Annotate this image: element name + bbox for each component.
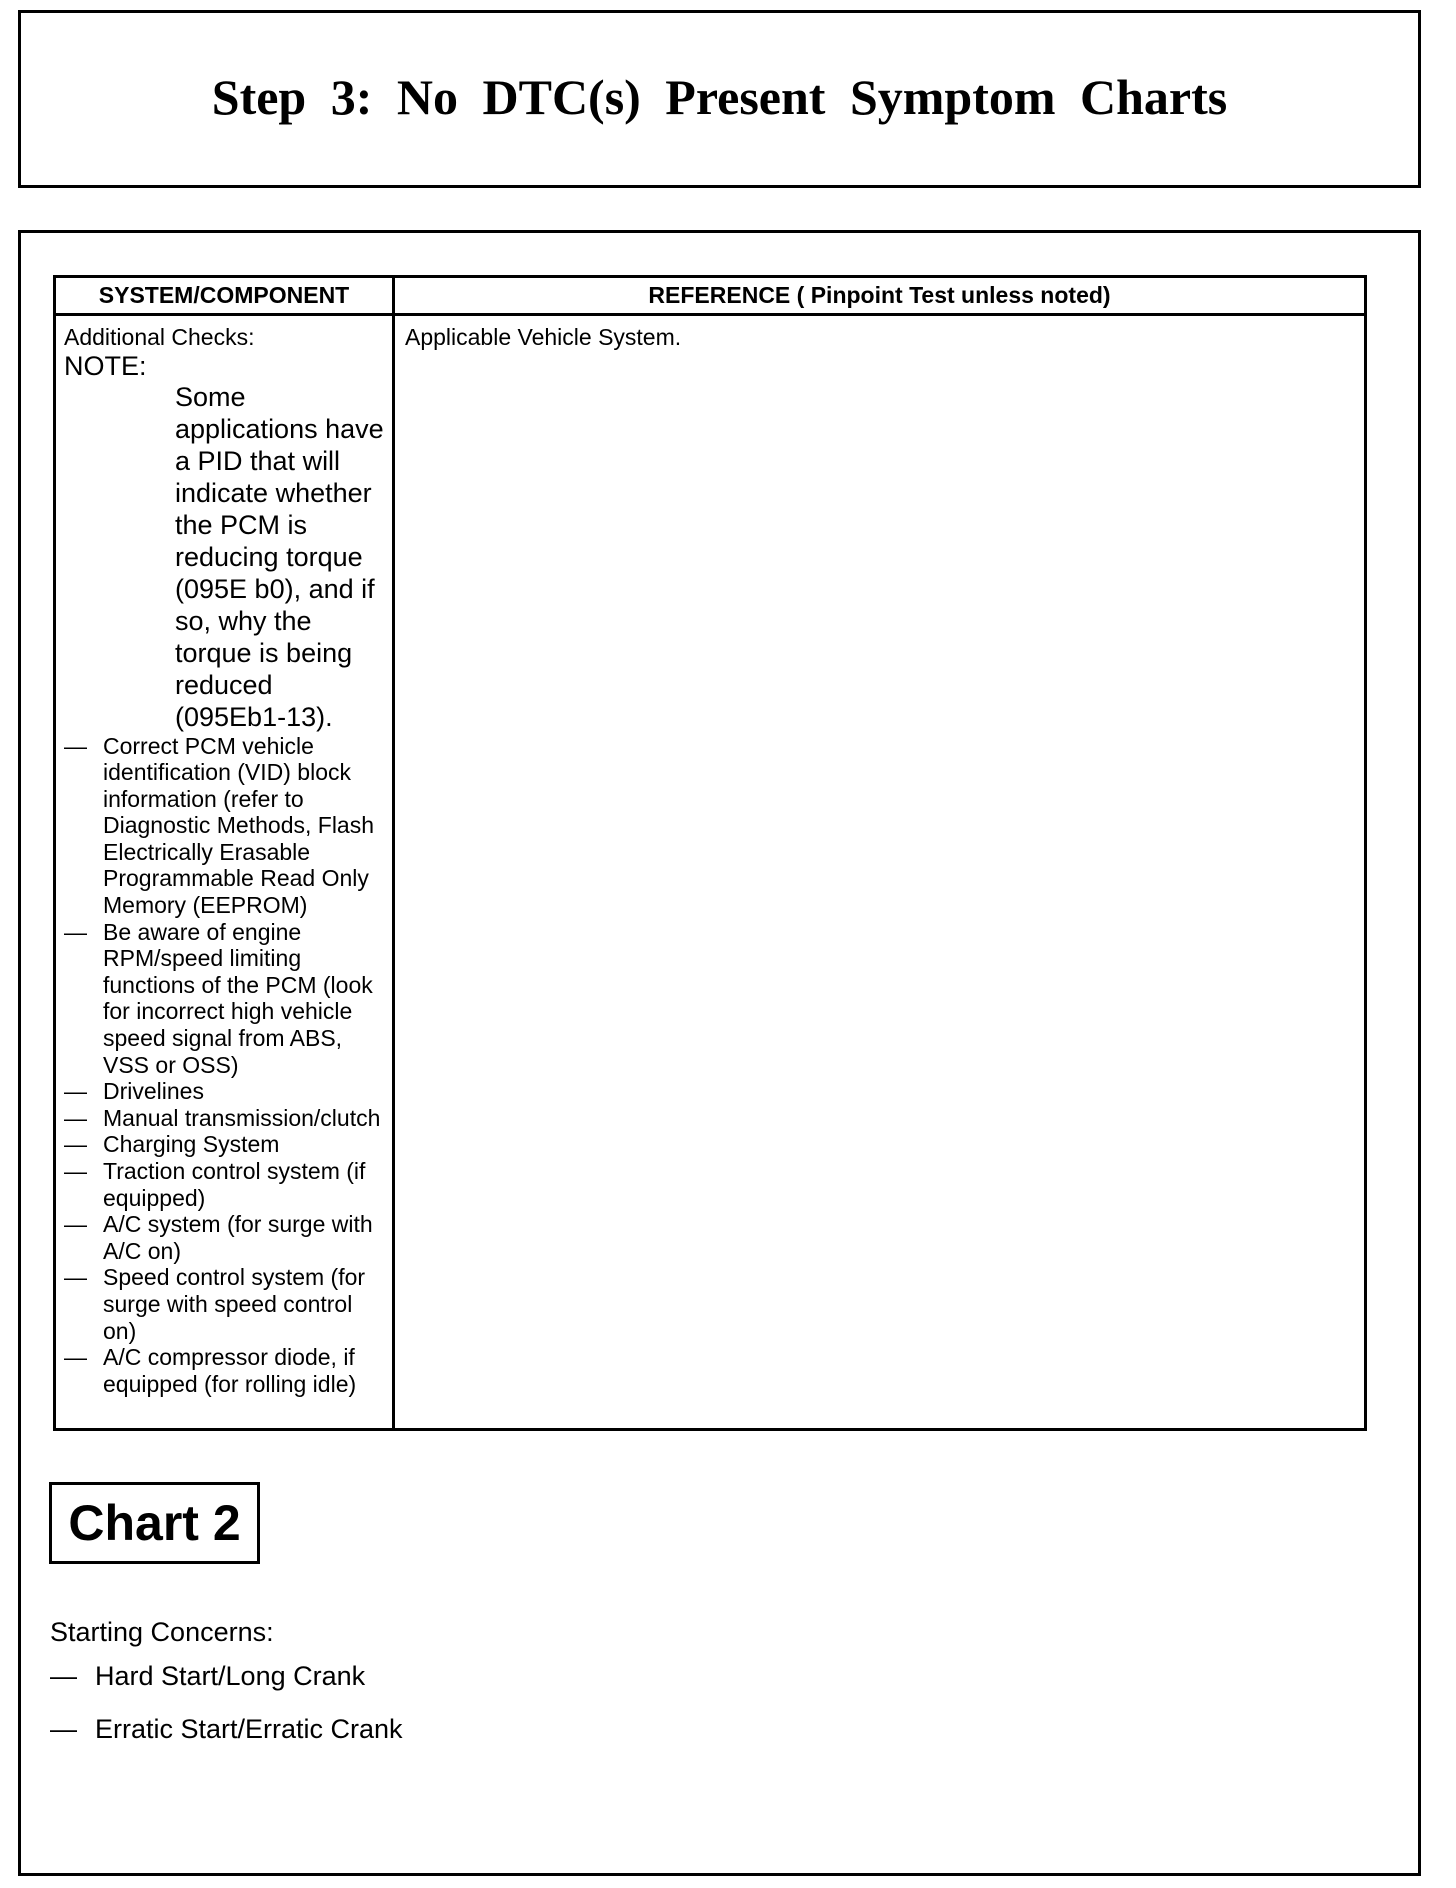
note-text: Some applications have a PID that will indicate whether the PCM is reducing torque (095E b0), and if so, why the torque is being reduced (095Eb1-13). <box>175 381 384 732</box>
additional-checks-label: Additional Checks: <box>64 324 255 350</box>
list-item <box>64 733 392 919</box>
dash-marker: — <box>64 918 87 945</box>
dash-marker: — <box>64 1158 87 1184</box>
check-text: Manual transmission/clutch <box>103 1104 381 1131</box>
reference-text: Applicable Vehicle System. <box>405 324 682 350</box>
checks-list <box>64 733 392 1398</box>
list-item <box>64 1211 392 1264</box>
concerns-heading: Starting Concerns: <box>50 1617 274 1647</box>
dash-marker: — <box>64 1211 87 1238</box>
check-text: Traction control system (if equipped) <box>103 1158 366 1211</box>
dash-marker: — <box>50 1661 77 1691</box>
list-item <box>64 1078 392 1105</box>
table-header-row <box>55 277 1366 315</box>
dash-marker: — <box>64 1104 87 1131</box>
check-text: A/C system (for surge with A/C on) <box>103 1211 373 1264</box>
chart-label: Chart 2 <box>68 1495 241 1551</box>
system-component-cell <box>55 315 394 1430</box>
list-item <box>64 1105 392 1132</box>
list-item <box>64 1158 392 1211</box>
check-text: Speed control system (for surge with speed control on) <box>103 1264 366 1344</box>
list-item <box>64 1264 392 1344</box>
concern-text: Erratic Start/Erratic Crank <box>95 1714 403 1744</box>
header-system-component: SYSTEM/COMPONENT <box>55 277 394 315</box>
concerns-list <box>50 1661 403 1767</box>
table-row <box>55 315 1366 1430</box>
check-text: Charging System <box>103 1131 280 1158</box>
dash-marker: — <box>64 732 87 759</box>
chart-label-box <box>49 1482 260 1564</box>
note-label: NOTE: <box>64 350 147 381</box>
check-text: A/C compressor diode, if equipped (for rolling idle) <box>103 1344 357 1397</box>
symptom-table <box>53 275 1367 1431</box>
reference-cell <box>394 315 1366 1430</box>
title-box <box>18 10 1421 188</box>
list-item <box>50 1714 403 1767</box>
header-reference: REFERENCE ( Pinpoint Test unless noted) <box>394 277 1366 315</box>
list-item <box>50 1661 403 1714</box>
list-item <box>64 1344 392 1397</box>
page-title: Step 3: No DTC(s) Present Symptom Charts <box>211 69 1228 125</box>
check-text: Drivelines <box>103 1078 204 1105</box>
concern-text: Hard Start/Long Crank <box>95 1661 366 1691</box>
dash-marker: — <box>64 1264 87 1291</box>
dash-marker: — <box>64 1131 87 1158</box>
dash-marker: — <box>64 1344 87 1371</box>
list-item <box>64 919 392 1079</box>
check-text: Be aware of engine RPM/speed limiting functions of the PCM (look for incorrect high vehicle speed signal from ABS, VSS or OSS) <box>103 918 373 1078</box>
dash-marker: — <box>64 1078 87 1105</box>
check-text: Correct PCM vehicle identification (VID) block information (refer to Diagnostic Methods, Flash Electrically Erasable Programmable Read Only Memory (EEPROM) <box>103 732 375 919</box>
dash-marker: — <box>50 1714 77 1744</box>
content-box <box>18 230 1421 1876</box>
list-item <box>64 1131 392 1158</box>
